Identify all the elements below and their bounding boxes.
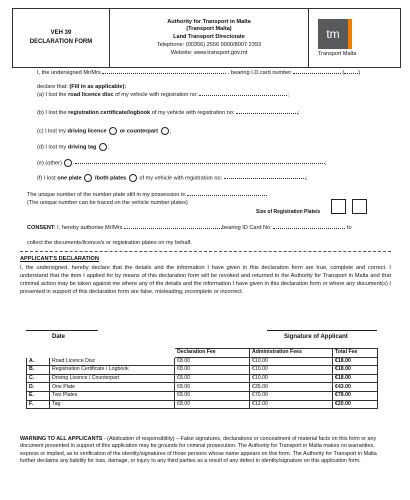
fee-header-declaration: Declaration Fee — [175, 349, 250, 358]
table-row — [27, 400, 378, 409]
row-admin-fee: €10.00 — [250, 366, 333, 375]
consent-text-b: bearing ID Card No: — [222, 225, 272, 231]
declare-line — [37, 84, 126, 91]
applicant-line — [37, 70, 360, 77]
item-d-bold: driving tag — [67, 144, 97, 151]
consent-text-c: to — [346, 225, 352, 231]
row-letter: D. — [27, 383, 50, 392]
row-declaration-fee: €8.00 — [175, 374, 250, 383]
item-f-one: one plate — [57, 175, 82, 182]
row-letter: E. — [27, 391, 50, 400]
form-id-block — [13, 9, 110, 67]
plate-size-box-1[interactable] — [331, 199, 346, 214]
fee-header-total: Total Fee — [333, 349, 378, 358]
id-open-paren: ( — [342, 70, 345, 76]
fee-header-blank-2 — [50, 349, 175, 358]
plate-line-2: (The unique number can be traced on the vehicle number plates) — [27, 200, 188, 206]
item-e-label: (e) (other) — [37, 160, 62, 167]
fee-header-blank-1 — [27, 349, 50, 358]
authority-name: Authority for Transport in Malta — [167, 18, 251, 25]
section-divider — [20, 251, 391, 252]
row-admin-fee: €10.00 — [250, 374, 333, 383]
plate-size-box-2[interactable] — [352, 199, 367, 214]
id-card-label: , bearing I.D.card number — [227, 70, 292, 76]
consent-text-a: I, hereby authorise Mr/Mrs — [57, 225, 123, 231]
row-letter: A. — [27, 357, 50, 366]
row-total-fee: €78.00 — [333, 391, 378, 400]
row-item: Road Licence Disc — [50, 357, 175, 366]
fee-table — [26, 348, 378, 409]
warning-label: WARNING TO ALL APPLICANTS — [20, 436, 103, 442]
row-admin-fee: €35.00 — [250, 383, 333, 392]
item-c-semi: ; — [169, 128, 172, 135]
applicant-name-field[interactable] — [102, 73, 226, 74]
row-admin-fee: €12.00 — [250, 400, 333, 409]
row-total-fee: €18.00 — [333, 357, 378, 366]
other-radio[interactable] — [64, 159, 72, 167]
item-b-reg-field[interactable] — [236, 113, 298, 114]
item-a — [37, 92, 289, 99]
signature-line[interactable] — [267, 330, 377, 331]
both-plates-radio[interactable] — [129, 174, 137, 182]
website: Website: www.transport.gov.mt — [170, 49, 248, 56]
consent-label: CONSENT: — [27, 225, 56, 231]
counterpart-radio[interactable] — [161, 127, 169, 135]
item-f-post: of my vehicle with registration no: — [139, 175, 223, 182]
consent-line-2: collect the documents/licence/s or registration plates on my behalf. — [27, 240, 192, 246]
row-letter: F. — [27, 400, 50, 409]
declaration-title: APPLICANT'S DECLARATION — [20, 256, 99, 262]
authorised-name-field[interactable] — [124, 228, 222, 229]
authority-sub: (Transport Malta) — [186, 26, 232, 33]
declare-label: declare that: — [37, 84, 68, 90]
one-plate-radio[interactable] — [84, 174, 92, 182]
applicant-label: I, the undersigned Mr/Mrs — [37, 70, 101, 76]
table-row — [27, 357, 378, 366]
item-f — [37, 174, 307, 182]
row-letter: B. — [27, 366, 50, 375]
row-declaration-fee: €8.00 — [175, 400, 250, 409]
fee-header-administration: Administration Fees — [250, 349, 333, 358]
item-c-counterpart: counterpart — [126, 128, 159, 135]
row-item: Two Plates — [50, 391, 175, 400]
item-f-reg-field[interactable] — [224, 178, 306, 179]
transport-malta-logo — [318, 19, 348, 49]
item-e — [37, 159, 327, 167]
fee-table-header — [27, 349, 378, 358]
item-b-post: of my vehicle with registration no: — [151, 110, 235, 116]
authorised-id-field[interactable] — [273, 228, 345, 229]
row-total-fee: €43.00 — [333, 383, 378, 392]
row-admin-fee: €70.00 — [250, 391, 333, 400]
row-total-fee: €18.00 — [333, 366, 378, 375]
telephone: Telephone: (00356) 2556 0000/8007 2393 — [156, 41, 262, 48]
id-letter-field[interactable] — [344, 73, 358, 74]
item-e-semi: ; — [325, 160, 327, 167]
form-code: VEH 39 — [50, 30, 72, 36]
directorate: Land Transport Directorate — [173, 34, 245, 41]
logo-block — [309, 9, 400, 67]
id-close-paren: ) — [358, 70, 361, 76]
form-name: DECLARATION FORM — [29, 39, 93, 45]
logo-accent-bar — [348, 19, 352, 49]
row-admin-fee: €10.00 — [250, 357, 333, 366]
table-row — [27, 391, 378, 400]
item-f-pre: (f) I lost — [37, 175, 56, 182]
row-total-fee: €18.00 — [333, 374, 378, 383]
row-declaration-fee: €8.00 — [175, 391, 250, 400]
plate-line-1-text: The unique number of the number plate still in my possession is — [27, 192, 185, 198]
item-c-licence: driving licence — [67, 128, 107, 135]
item-a-bold: road licence disc — [68, 92, 114, 98]
item-d — [37, 143, 110, 151]
row-declaration-fee: €8.00 — [175, 366, 250, 375]
table-row — [27, 366, 378, 375]
plate-line-1 — [27, 192, 267, 199]
logo-mark: tm — [326, 27, 340, 41]
item-a-post: of my vehicle with registration no: — [115, 92, 198, 98]
declaration-body: I, the undersigned, hereby declare that the details and the information I have given in this declaration form are true, complete and correct. I understand that the item I applied for by means of this declaration form will be revoked and returned to the Authority for Transport in Malta and that criminal action may be taken against me where any of the details and the information I have given in this declaration form or where any document(s) I presented in support of this declaration form are false, misleading, incomplete or incorrect. — [20, 265, 391, 296]
warning-paragraph — [20, 436, 391, 465]
item-c-pre: (c) I lost my — [37, 128, 66, 135]
date-line[interactable] — [26, 330, 98, 331]
item-b-pre: (b) I lost the — [37, 110, 67, 116]
table-row — [27, 383, 378, 392]
item-c — [37, 127, 171, 135]
row-item: Registration Certificate / Logbook — [50, 366, 175, 375]
row-letter: C. — [27, 374, 50, 383]
logo-text: Transport Malta — [318, 51, 357, 57]
form-header — [12, 8, 401, 68]
item-f-both: /both plates — [94, 175, 127, 182]
id-card-field[interactable] — [293, 73, 341, 74]
row-total-fee: €20.00 — [333, 400, 378, 409]
declare-note: (Fill in as applicable): — [69, 84, 127, 90]
item-b-semi: ; — [298, 110, 300, 116]
plate-number-field[interactable] — [187, 195, 267, 196]
item-d-pre: (d) I lost my — [37, 144, 67, 151]
consent-line — [27, 225, 352, 232]
driving-licence-radio[interactable] — [109, 127, 117, 135]
authority-block — [110, 9, 309, 67]
row-declaration-fee: €8.00 — [175, 383, 250, 392]
row-declaration-fee: €8.00 — [175, 357, 250, 366]
item-c-or: or — [119, 128, 126, 135]
other-field[interactable] — [75, 163, 325, 164]
date-label: Date — [52, 334, 66, 340]
item-a-semi: ; — [287, 92, 289, 98]
warning-text: - (Abdication of responsibility) – False signatures, declarations or concealment of material facts on this form or any document presented in support of this application may be grounds for criminal prosecution. The Authority for Transport in Malta makes no warranties, express or implied, as to verification of the identity/signatures of those persons whose name appears on this form. The Authority for Transport in Malta further declaims any liability for loss, damage, or injury to any third parties as a result of any defect in identity/signature on this application form. — [20, 436, 377, 464]
item-a-pre: (a) I lost the — [37, 92, 67, 98]
signature-label: Signature of Applicant — [284, 334, 348, 340]
item-b — [37, 110, 300, 117]
row-item: One Plate — [50, 383, 175, 392]
plate-size-label: Size of Registration Plate/s — [256, 209, 321, 215]
item-d-semi: ; — [107, 144, 110, 151]
driving-tag-radio[interactable] — [99, 143, 107, 151]
item-f-semi: ; — [305, 175, 308, 182]
table-row — [27, 374, 378, 383]
item-a-reg-field[interactable] — [199, 95, 287, 96]
row-item: Driving Licence / Counterpart — [50, 374, 175, 383]
item-b-bold: registration certificate/logbook — [68, 110, 151, 116]
row-item: Tag — [50, 400, 175, 409]
